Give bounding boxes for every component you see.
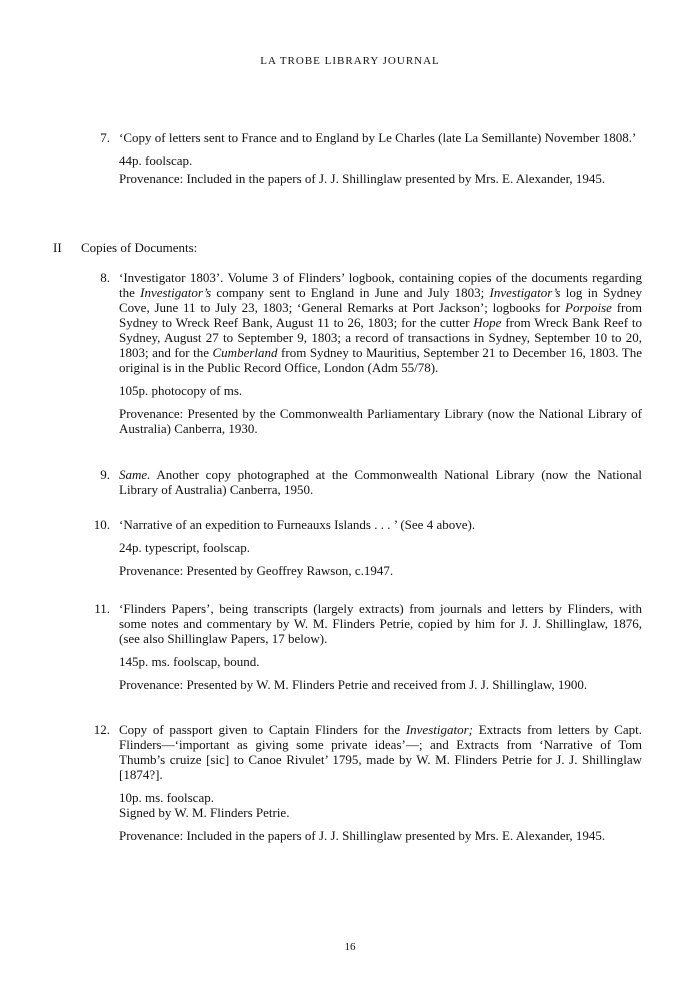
entry-format: 44p. foolscap. <box>119 153 193 168</box>
section-numeral: II <box>53 240 62 255</box>
entry-number: 7. <box>100 130 110 145</box>
entry-format: 24p. typescript, foolscap. <box>119 540 251 555</box>
entry-provenance: Provenance: Presented by W. M. Flinders Petrie and received from J. J. Shillinglaw, 1900. <box>119 677 588 692</box>
running-header: LA TROBE LIBRARY JOURNAL <box>260 55 440 67</box>
entry-number: 10. <box>93 517 110 532</box>
entry-description: ‘Narrative of an expedition to Furneauxs Islands . . . ’ (See 4 above). <box>119 517 476 532</box>
entry-number: 11. <box>94 601 110 616</box>
section-heading <box>53 240 197 255</box>
page-number: 16 <box>344 941 356 953</box>
entry-signed: Signed by W. M. Flinders Petrie. <box>119 805 290 820</box>
entry-description: ‘Flinders Papers’, being transcripts (largely extracts) from journals and letters by Flinders, with some notes and commentary by W. M. Flinders Petrie, copied by him for J. J. Shillinglaw, 1876, (see also Shillinglaw Papers, 17 below). <box>119 601 642 646</box>
entry-description: Same. Another copy photographed at the Commonwealth National Library (now the National Library of Australia) Canberra, 1950. <box>119 467 642 497</box>
entry-number: 12. <box>93 722 110 737</box>
entry-title: ‘Copy of letters sent to France and to England by Le Charles (late La Semillante) November 1808.’ <box>119 130 637 145</box>
entry-format: 10p. ms. foolscap. <box>119 790 214 805</box>
entry-number: 8. <box>100 270 110 285</box>
entry-format: 145p. ms. foolscap, bound. <box>119 654 260 669</box>
section-title: Copies of Documents: <box>81 240 198 255</box>
entry-provenance: Provenance: Presented by Geoffrey Rawson, c.1947. <box>119 563 394 578</box>
entry-description: ‘Investigator 1803’. Volume 3 of Flinders’ logbook, containing copies of the documents regarding the Investigator’s company sent to England in June and July 1803; Investigator’s log in Sydney Cove, June 11 to July 23, 1803; ‘General Remarks at Port Jackson’; logbooks for Porpoise from Sydney to Wreck Reef Bank, August 11 to 26, 1803; for the cutter Hope from Wreck Bank Reef to Sydney, August 27 to September 9, 1803; a record of transactions in Sydney, September 10 to 20, 1803; and for the Cumberland from Sydney to Mauritius, September 21 to December 16, 1803. The original is in the Public Record Office, London (Adm 55/78). <box>119 270 643 375</box>
entry-provenance: Provenance: Presented by the Commonwealth Parliamentary Library (now the National Library of Australia) Canberra, 1930. <box>119 406 642 436</box>
entry-description: Copy of passport given to Captain Flinders for the Investigator; Extracts from letters by Capt. Flinders—‘important as giving some private ideas’—; and Extracts from ‘Narrative of Tom Thumb’s cruize [sic] to Canoe Rivulet’ 1795, made by W. M. Flinders Petrie for J. J. Shillinglaw [1874?]. <box>119 722 642 782</box>
entry-format: 105p. photocopy of ms. <box>119 383 243 398</box>
entry-provenance: Provenance: Included in the papers of J. J. Shillinglaw presented by Mrs. E. Alexander, 1945. <box>119 828 606 843</box>
entry-number: 9. <box>100 467 110 482</box>
entry-provenance: Provenance: Included in the papers of J. J. Shillinglaw presented by Mrs. E. Alexander, 1945. <box>119 171 606 186</box>
